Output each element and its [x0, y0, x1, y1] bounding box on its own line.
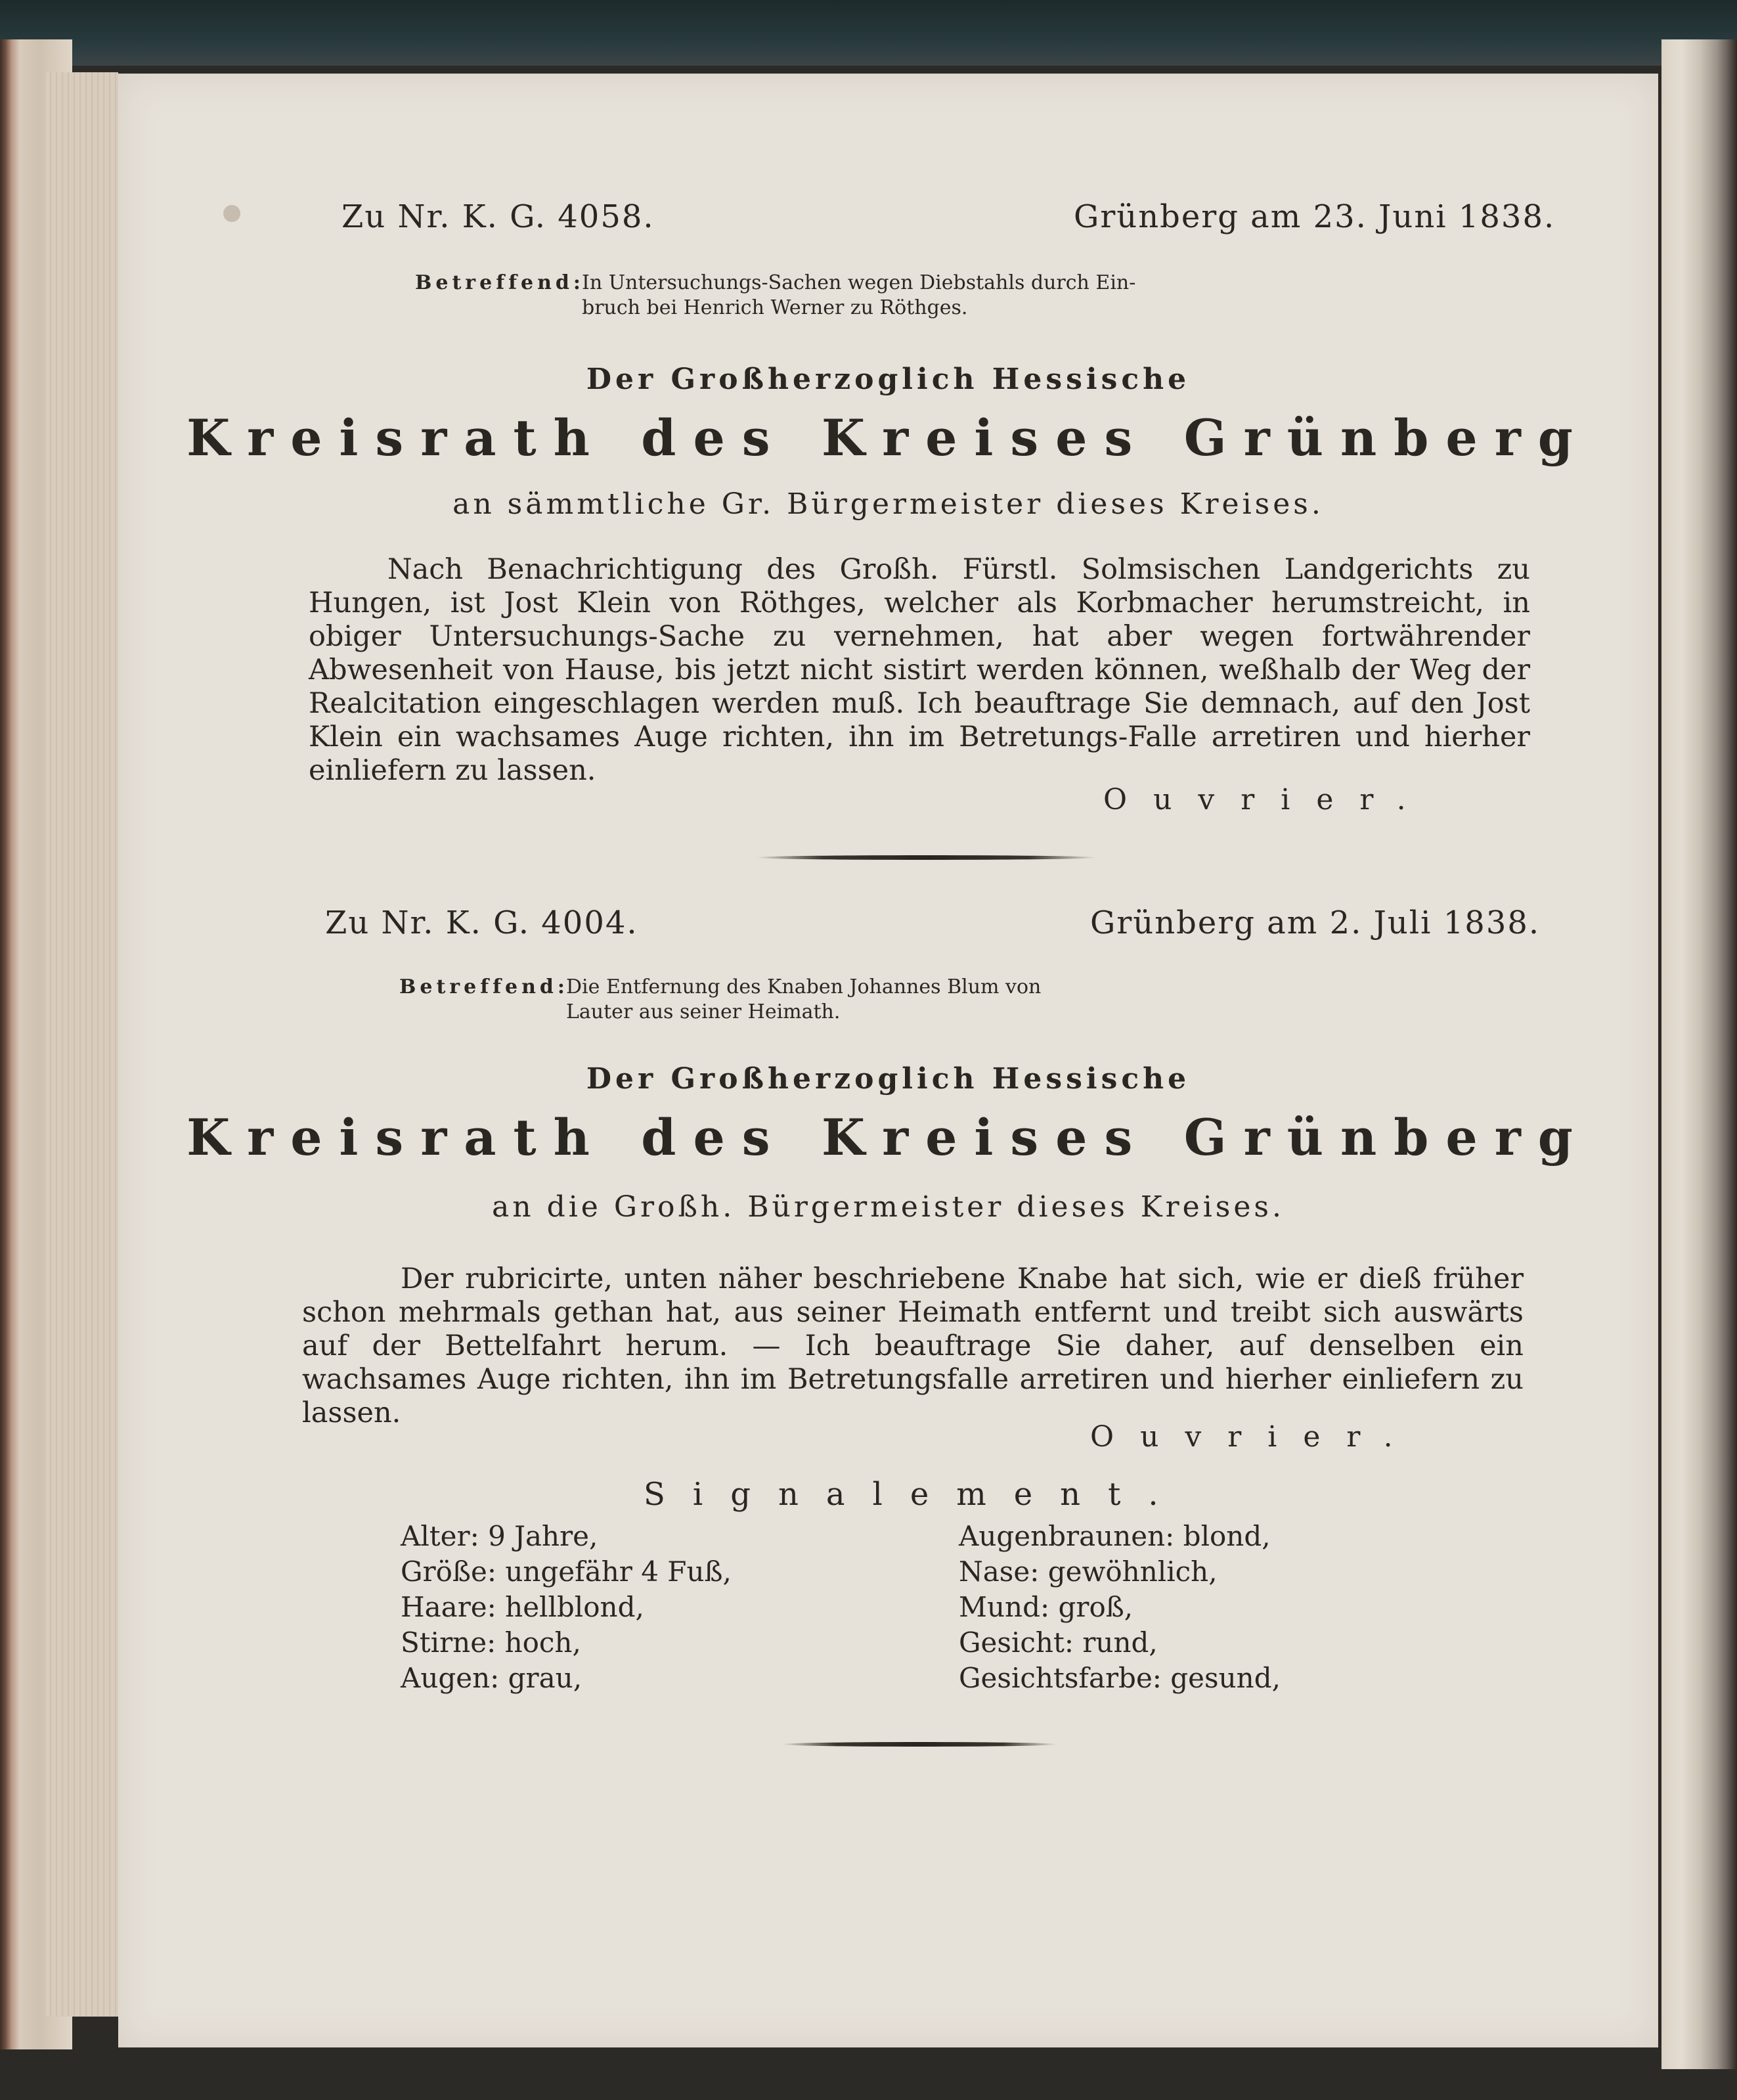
section-divider: [755, 855, 1097, 860]
subject-line-1: In Untersuchungs-Sachen wegen Diebstahls durch Ein-: [582, 271, 1136, 294]
signalement-entry: Alter: 9 Jahre,: [401, 1520, 598, 1552]
signalement-entry: Mund: groß,: [959, 1591, 1133, 1623]
signalement-entry: Gesicht: rund,: [959, 1626, 1158, 1659]
notice-1-signature: Ouvrier.: [1103, 783, 1432, 816]
notice-2-subject: [399, 975, 1319, 1027]
notice-1-subject: [415, 271, 1334, 323]
section-divider: [781, 1742, 1057, 1747]
notice-2-reference: Zu Nr. K. G. 4004.: [325, 905, 638, 941]
signalement-entry: Haare: hellblond,: [401, 1591, 644, 1623]
subject-line-2: bruch bei Henrich Werner zu Röthges.: [582, 296, 968, 319]
notice-2-authority: Der Großherzoglich Hessische: [586, 1062, 1191, 1096]
paper-stain: [223, 205, 240, 222]
notice-2-office-title: Kreisrath des Kreises Grünberg: [187, 1108, 1590, 1167]
signalement-entry: Augen: grau,: [401, 1662, 583, 1694]
book-edge-right: [1661, 39, 1737, 2069]
signalement-right-column: [959, 1519, 1281, 1696]
signalement-entry: Stirne: hoch,: [401, 1626, 581, 1659]
notice-2-body: Der rubricirte, unten näher beschriebene Knabe hat sich, wie er dieß früher schon mehrmals gethan hat, aus seiner Heimath entfernt und treibt sich auswärts auf der Bettelfahrt herum. — Ich beauftrage Sie daher, auf denselben ein wachsames Auge richten, ihn im Betretungsfalle arretiren und hierher einliefern zu lassen.: [302, 1262, 1524, 1429]
notice-2-place-date: Grünberg am 2. Juli 1838.: [1090, 905, 1541, 941]
subject-line-1: Die Entfernung des Knaben Johannes Blum von: [566, 975, 1042, 998]
signalement-entry: Nase: gewöhnlich,: [959, 1555, 1218, 1588]
signalement-entry: Gesichtsfarbe: gesund,: [959, 1662, 1281, 1694]
subject-line-2: Lauter aus seiner Heimath.: [566, 1000, 841, 1023]
notice-1-reference: Zu Nr. K. G. 4058.: [341, 198, 655, 235]
signalement-left-column: [401, 1519, 732, 1696]
notice-2-signature: Ouvrier.: [1090, 1420, 1419, 1454]
notice-1-body: Nach Benachrichtigung des Großh. Fürstl. Solmsischen Landgerichts zu Hungen, ist Jost Klein von Röthges, welcher als Korbmacher herumstreicht, in obiger Untersuchungs-Sache zu vernehmen, hat aber wegen fortwährender Abwesenheit von Hause, bis jetzt nicht sistirt werden können, weßhalb der Weg der Realcitation eingeschlagen werden muß. Ich beauftrage Sie demnach, auf den Jost Klein ein wachsames Auge richten, ihn im Betretungs-Falle arretiren und hierher einliefern zu lassen.: [309, 553, 1530, 787]
notice-1-authority: Der Großherzoglich Hessische: [586, 363, 1191, 396]
subject-label: Betreffend:: [399, 975, 569, 998]
notice-1-place-date: Grünberg am 23. Juni 1838.: [1074, 198, 1556, 235]
subject-label: Betreffend:: [415, 271, 584, 294]
document-page: [118, 74, 1658, 2047]
book-page-stack-left: [46, 72, 118, 2017]
notice-1-recipient: an sämmtliche Gr. Bürgermeister dieses Kreises.: [452, 487, 1324, 521]
signalement-title: Signalement.: [644, 1476, 1186, 1513]
notice-2-recipient: an die Großh. Bürgermeister dieses Kreises.: [492, 1190, 1285, 1224]
signalement-entry: Größe: ungefähr 4 Fuß,: [401, 1555, 732, 1588]
scan-background-top: [0, 0, 1737, 66]
signalement-entry: Augenbraunen: blond,: [959, 1520, 1271, 1552]
notice-1-office-title: Kreisrath des Kreises Grünberg: [187, 409, 1590, 467]
